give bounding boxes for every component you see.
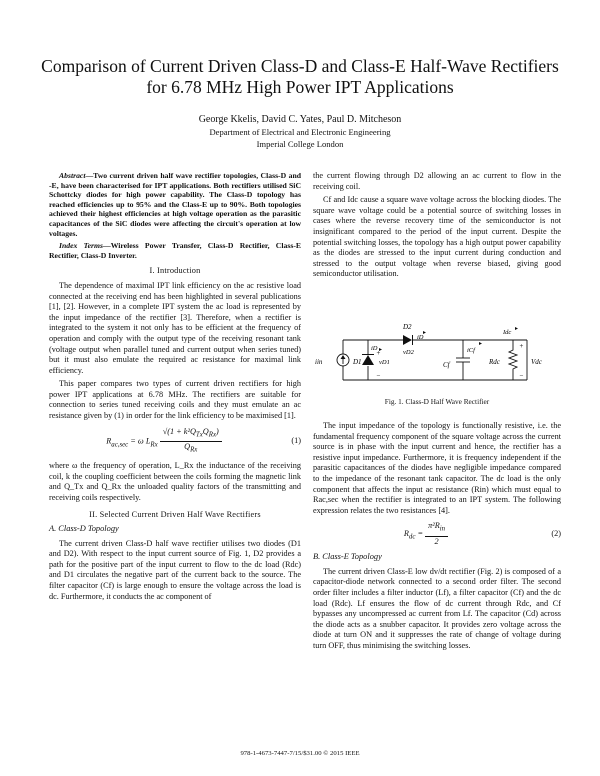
equation-2-body: $R_{dc}$ = $\frac{\pi^2R_{in}}{2}$ [313, 521, 539, 547]
equation-2-number: (2) [551, 528, 561, 538]
equation-1-number: (1) [291, 436, 301, 446]
eq1-den-sub: Rx [190, 446, 198, 454]
intro-paragraph-1: The dependence of maximal IPT link efficiency on the ac resistive load connected at the receiving end has been highlighted in several publications [1], [2]. However, in a complete IPT system the ac load is represented by the input impedance of the rectifier [3]. Therefore, when a rectifier is integrated to the system it not only has to be efficient at the frequency of operation and comply with the output type of the receiving resonant tank (voltage output when parallel tuned and current output when series tuned) but it must also emulate the required ac resistance for maximal link efficiency. [49, 280, 301, 375]
intro-paragraph-2: This paper compares two types of current driven rectifiers for high power IPT applications at 6.78 MHz. The rectifiers are suitable for connection to series tuned receiving coils and they must emulate an ac resistance given by (1) in order for the link efficiency to be maximised [1]. [49, 379, 301, 421]
abstract-text: —Two current driven half wave rectifier topologies, Class-D and -E, have been characterised for IPT applications. Both rectifiers utilised SiC Schottcky diodes for high power capability. The Class-D topology has reached efficiencies up to 95% and the Class-E up to 90%. Both topologies achieved their highest efficiencies at high voltage operation as the parasitic capacitances of the SiC diodes were affecting the circuit's operation at low voltages. [49, 171, 301, 238]
impedance-paragraph: The input impedance of the topology is functionally resistive, i.e. the fundamental frequency component of the square voltage across the current source is in phase with the input current and hence, the rectifier has a resistive input impedance. Furthermore, it is frequency independent if the parasitic capacitances of the diodes have negligible impedance compared to the impedance of the resonant tank capacitor. The dc load is the only component that affects the input ac resistance (Rin) which must equal to Rac,sec when the rectifier is integrated to an IPT system. The following expression relates the two resistances [4]. [313, 421, 561, 515]
copyright-footer: 978-1-4673-7447-7/15/$31.00 © 2015 IEEE [240, 750, 360, 757]
eq2-num: π²R [428, 521, 440, 531]
index-terms-label: Index Terms [59, 241, 104, 251]
author-list: George Kkelis, David C. Yates, Paul D. Mitcheson [198, 114, 402, 125]
title-line-1: Comparison of Current Driven Class-D and Class-E Half-Wave Rectifiers [41, 56, 559, 76]
fig-label-id2: iD [417, 334, 424, 341]
equation-1-body [49, 427, 279, 456]
fig-label-vd2: vD2 [403, 349, 414, 356]
title-line-2: for 6.78 MHz High Power IPT Applications [146, 77, 454, 97]
right-column-top [313, 171, 561, 283]
fig-minus-d1: − [376, 372, 381, 380]
subsection-class-d-heading: A. Class-D Topology [49, 524, 119, 534]
eq1-numerator [160, 427, 222, 442]
eq2-fraction [425, 521, 448, 547]
eq1-num-sub-b: Rx [208, 431, 216, 439]
right-column-bottom [313, 421, 561, 655]
equation-2 [313, 521, 561, 547]
eq1-lhs-sub: ac,sec [111, 440, 129, 448]
eq1-denominator [160, 442, 222, 456]
index-terms-text: —Wireless Power Transfer, Class-D Rectifier, Class-E Rectifier, Class-D Inverter. [49, 241, 302, 260]
fig-label-cf: Cf [443, 361, 450, 369]
subsection-class-e-heading: B. Class-E Topology [313, 552, 382, 562]
figure-1-caption: Fig. 1. Class-D Half Wave Rectifier [384, 397, 490, 406]
eq2-lhs-sub: dc [408, 533, 416, 541]
figure-class-d-circuit [313, 318, 561, 394]
eq1-fraction [160, 427, 222, 456]
fig-label-id1: iD [371, 345, 378, 352]
equation-1 [49, 427, 301, 456]
fig-plus-d1: + [376, 349, 381, 357]
eq1-lhs: R [106, 436, 112, 446]
intro-paragraph-3: where ω the frequency of operation, L_Rx the inductance of the receiving coil, k the coupling coefficient between the coils forming the magnetic link and Q_Tx and Q_Rx the unloaded quality factors of the transmitting and receiving coils respectively. [49, 461, 301, 502]
abstract-label: Abstract [59, 171, 86, 180]
index-terms [49, 241, 301, 260]
fig-label-d1: D1 [353, 358, 362, 366]
eq1-num-a: √(1 + k²Q [162, 426, 196, 436]
eq1-num-end: ) [216, 426, 219, 436]
left-column [49, 171, 301, 605]
fig-minus-vdc: − [519, 372, 524, 380]
fig-plus-vdc: + [519, 342, 524, 350]
fig-label-rdc: Rdc [489, 358, 500, 366]
class-e-paragraph: The current driven Class-E low dv/dt rectifier (Fig. 2) is composed of a capacitor-diode network connected to a second order filter. The second order filter includes a filter inductor (Lf), a filter capacitor (Cf) and the dc load (Rdc). Lf ensures the flow of dc current through Rdc, and Cf bypasses any uncompressed ac current from Lf. The capacitor (Cd) across the diode acts as a snubber capacitor. It provides zero voltage across the diode at turn ON and it suppresses the rate of change of voltage during turn OFF, thus minimising the switching losses. [313, 566, 561, 650]
eq1-num-b: Q [202, 426, 209, 436]
continued-paragraph: the current flowing through D2 allowing an ac current to flow in the receiving coil. [313, 171, 561, 191]
fig-label-idc: Idc [503, 329, 512, 336]
eq1-mid: = ω L [128, 436, 151, 446]
cf-paragraph: Cf and Idc cause a square wave voltage across the blocking diodes. The square wave voltage could be a potential source of switching losses in cases where the reverse recovery time of the semiconductor is not insignificant compared to the period of the input current. Despite the potential switching losses, the topology has a high output power capability as the diodes are stressed to the input current during conduction and stressed to the output voltage when reverse biased, giving good semiconductor utilisation. [313, 195, 561, 279]
eq2-num-sub: in [439, 525, 446, 533]
eq1-den: Q [184, 441, 191, 451]
fig-label-icf: iCf [467, 347, 475, 354]
eq2-lhs: R [403, 529, 409, 539]
fig-label-iin: iin [315, 358, 323, 366]
paper-title [30, 56, 570, 98]
eq1-mid-sub: Rx [150, 440, 158, 448]
eq1-num-sub-a: Tx [195, 431, 203, 439]
abstract [49, 171, 301, 238]
fig-label-d2: D2 [403, 323, 412, 331]
section-rectifiers-heading: II. Selected Current Driven Half Wave Rectifiers [89, 509, 261, 519]
eq2-numerator [425, 521, 448, 536]
affiliation-institution: Imperial College London [256, 139, 344, 149]
class-d-paragraph: The current driven Class-D half wave rectifier utilises two diodes (D1 and D2). With respect to the input current source of Fig. 1, D2 provides a path for the positive part of the input current to flow to the dc load (Rdc) and D1 circulates the negative part of the current back to the source. The filter capacitor (Cf) is large enough to ensure the voltage across the load is dc. Furthermore, it conducts the ac component of [49, 538, 301, 601]
eq2-denominator: 2 [434, 536, 439, 546]
affiliation-department: Department of Electrical and Electronic Engineering [209, 127, 391, 137]
fig-label-vd1: vD1 [379, 359, 390, 366]
fig-label-vdc: Vdc [531, 358, 542, 366]
section-introduction-heading: I. Introduction [149, 266, 201, 276]
